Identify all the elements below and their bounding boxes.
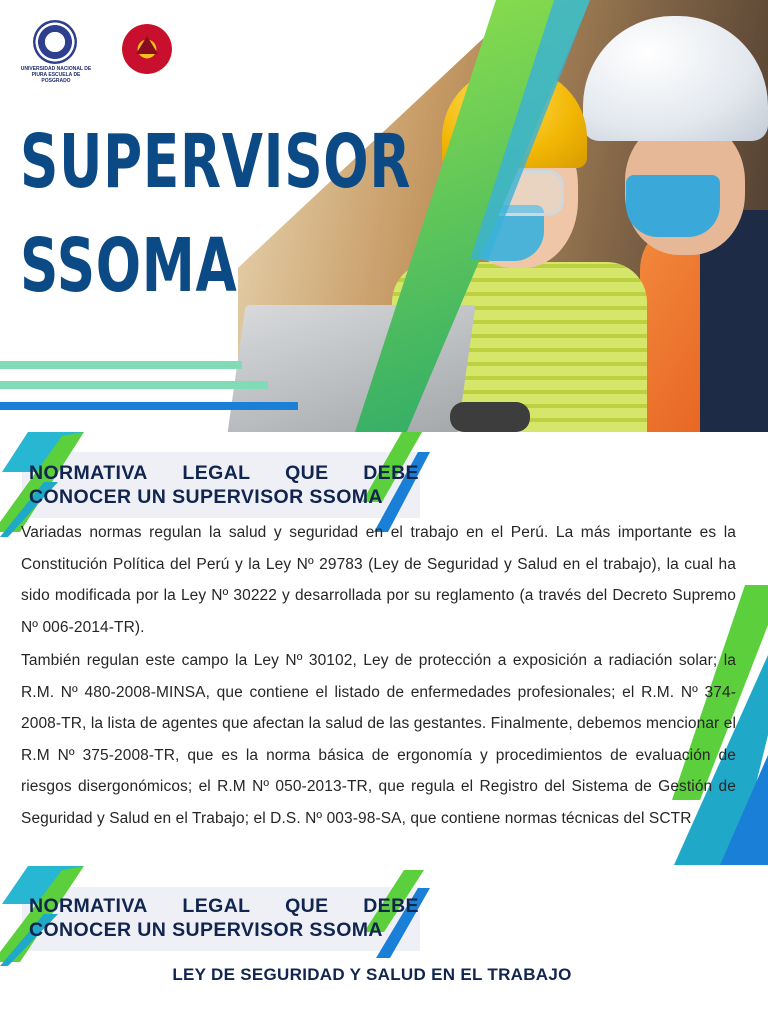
- decor-line-3: [0, 402, 298, 410]
- gloved-hand: [450, 402, 530, 432]
- heading-word: QUE: [285, 895, 329, 917]
- hero-banner: [0, 0, 768, 432]
- page-title-line2: SSOMA: [20, 223, 238, 309]
- seal-emblem: [136, 36, 158, 54]
- section1-heading-line1: [29, 461, 419, 485]
- heading-word: NORMATIVA: [29, 895, 148, 917]
- section1-heading: [29, 461, 419, 509]
- section2-heading: [29, 894, 419, 942]
- worker2-mask: [626, 175, 720, 237]
- heading-word: QUE: [285, 462, 329, 484]
- page-title-line1: SUPERVISOR: [20, 119, 412, 205]
- heading-word: LEGAL: [182, 895, 251, 917]
- paragraph-1: Variadas normas regulan la salud y seguridad en el trabajo en el Perú. La más importante es la Constitución Política del Perú y la Ley Nº 29783 (Ley de Seguridad y Salud en el trabajo), la cual ha sido modificada por la Ley Nº 30222 y desarrollada por su reglamento (a través del Decreto Supremo Nº 006-2014-TR).: [21, 524, 736, 636]
- heading-word: LEGAL: [182, 462, 251, 484]
- decor-line-2: [0, 381, 268, 389]
- heading-word: DEBE: [363, 462, 419, 484]
- decor-line-1: [0, 361, 242, 369]
- heading-word: NORMATIVA: [29, 462, 148, 484]
- section2-subtitle: LEY DE SEGURIDAD Y SALUD EN EL TRABAJO: [172, 965, 572, 984]
- university-logo-caption: UNIVERSIDAD NACIONAL DE PIURA ESCUELA DE POSGRADO: [20, 66, 92, 84]
- section2-heading-line2: CONOCER UN SUPERVISOR SSOMA: [29, 919, 383, 941]
- paragraph-2: También regulan este campo la Ley Nº 30102, Ley de protección a exposición a radiación solar; la R.M. Nº 480-2008-MINSA, que contiene el listado de enfermedades profesionales; el R.M. Nº 374-2008-TR, la lista de agentes que afectan la salud de las gestantes. Finalmente, debemos mencionar el R.M Nº 375-2008-TR, que es la norma básica de ergonomía y procedimientos de evaluación de riesgos disergonómicos; el R.M Nº 050-2013-TR, que regula el Registro del Sistema de Gestión de Seguridad y Salud en el Trabajo; el D.S. Nº 003-98-SA, que contiene normas técnicas del SCTR: [21, 652, 736, 827]
- section2-heading-line1: [29, 894, 419, 918]
- section1-heading-line2: CONOCER UN SUPERVISOR SSOMA: [29, 486, 383, 508]
- university-logo: [33, 20, 77, 64]
- heading-word: DEBE: [363, 895, 419, 917]
